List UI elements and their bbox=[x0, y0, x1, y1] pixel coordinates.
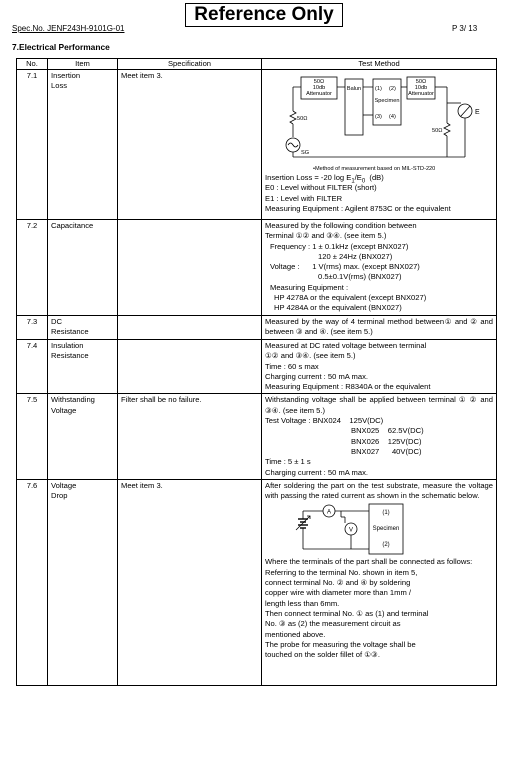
method-line: copper wire with diameter more than 1mm / bbox=[265, 588, 412, 598]
signal-generator-label: SG bbox=[301, 150, 310, 156]
method-line: E1 : Level with FILTER bbox=[265, 193, 343, 203]
table-header-row bbox=[17, 59, 497, 70]
row-spec bbox=[118, 316, 262, 340]
method-line: Measured by the way of 4 terminal method between① and ② and between ③ and ④. (see item 5.) bbox=[265, 317, 493, 337]
terminal-3-label: (3) bbox=[375, 114, 382, 120]
row-item: Voltage Drop bbox=[48, 479, 118, 685]
method-line: Frequency : 1 ± 0.1kHz (except BNX027) bbox=[270, 241, 409, 251]
terminal-2-label: (2) bbox=[389, 86, 396, 92]
resistor-right-label: 50Ω bbox=[432, 128, 443, 134]
method-line: Referring to the terminal No. shown in item 5, bbox=[265, 567, 418, 577]
method-line: Then connect terminal No. ① as (1) and terminal bbox=[265, 608, 429, 618]
reference-only-title: Reference Only bbox=[185, 3, 343, 27]
row-method bbox=[262, 316, 497, 340]
specimen-label: Specimen bbox=[372, 526, 400, 533]
method-line: Withstanding voltage shall be applied between terminal ① ② and ③④. (see item 5.) bbox=[265, 395, 493, 415]
method-line: 120 ± 24Hz (BNX027) bbox=[318, 251, 393, 261]
method-line: E0 : Level without FILTER (short) bbox=[265, 183, 377, 193]
method-line: BNX026 125V(DC) bbox=[351, 436, 422, 446]
terminal-1-label: (1) bbox=[375, 86, 382, 92]
method-line: BNX027 40V(DC) bbox=[351, 446, 422, 456]
method-line: Charging current : 50 mA max. bbox=[265, 371, 368, 381]
col-header-item: Item bbox=[48, 59, 118, 70]
row-method bbox=[262, 394, 497, 479]
voltage-drop-circuit-diagram bbox=[265, 501, 490, 557]
row-number: 7.5 bbox=[17, 394, 48, 479]
table-row bbox=[17, 394, 497, 479]
col-header-test-method: Test Method bbox=[262, 59, 497, 70]
table-row bbox=[17, 340, 497, 394]
method-line: Time : 60 s max bbox=[265, 361, 319, 371]
terminal-1-label: (1) bbox=[382, 510, 390, 517]
row-number: 7.1 bbox=[17, 70, 48, 220]
table-row bbox=[17, 220, 497, 316]
spec-number: Spec.No. JENF243H-9101G-01 bbox=[12, 24, 125, 33]
row-method bbox=[262, 340, 497, 394]
row-spec: Filter shall be no failure. bbox=[118, 394, 262, 479]
method-line: No. ③ as (2) the measurement circuit as bbox=[265, 619, 401, 629]
method-line: Measured by the following condition between bbox=[265, 221, 417, 230]
method-line: Test Voltage : BNX024 125V(DC) bbox=[265, 416, 384, 426]
row-item: Insulation Resistance bbox=[48, 340, 118, 394]
att-right-db-label: 10db bbox=[414, 85, 428, 91]
method-line: BNX025 62.5V(DC) bbox=[351, 426, 424, 436]
method-line: Measuring Equipment : Agilent 8753C or the equivalent bbox=[265, 203, 451, 213]
method-line: connect terminal No. ② and ④ by soldering bbox=[265, 578, 411, 588]
row-item: Withstanding Voltage bbox=[48, 394, 118, 479]
method-line: HP 4278A or the equivalent (except BNX027) bbox=[274, 293, 427, 303]
att-right-ohm-label: 50Ω bbox=[415, 79, 427, 85]
electrical-performance-table bbox=[16, 58, 497, 686]
method-line: Measuring Equipment : R8340A or the equivalent bbox=[265, 382, 431, 392]
method-line: 0.5±0.1V(rms) (BNX027) bbox=[318, 272, 402, 282]
meter-e-label: E bbox=[475, 109, 480, 116]
method-line: After soldering the part on the test substrate, measure the voltage with passing the rated current as shown in the schematic below. bbox=[265, 480, 493, 501]
method-line: Voltage : 1 V(rms) max. (except BNX027) bbox=[270, 262, 420, 272]
row-method bbox=[262, 220, 497, 316]
voltmeter-label: V bbox=[348, 527, 354, 534]
method-line: length less than 6mm. bbox=[265, 598, 340, 608]
method-line: ①② and ③④. (see item 5.) bbox=[265, 351, 356, 361]
insertion-loss-circuit-diagram bbox=[265, 71, 490, 173]
row-spec: Meet item 3. bbox=[118, 70, 262, 220]
col-header-no: No. bbox=[17, 59, 48, 70]
method-line: Measured at DC rated voltage between terminal bbox=[265, 341, 427, 350]
method-line: Time : 5 ± 1 s bbox=[265, 457, 311, 467]
specimen-label: Specimen bbox=[374, 98, 400, 104]
row-item: DC Resistance bbox=[48, 316, 118, 340]
terminal-2-label: (2) bbox=[382, 542, 390, 549]
row-method bbox=[262, 70, 497, 220]
row-spec bbox=[118, 340, 262, 394]
section-title: 7.Electrical Performance bbox=[12, 42, 110, 52]
row-number: 7.6 bbox=[17, 479, 48, 685]
row-number: 7.3 bbox=[17, 316, 48, 340]
row-item: Capacitance bbox=[48, 220, 118, 316]
table-row bbox=[17, 70, 497, 220]
method-line: HP 4284A or the equivalent (BNX027) bbox=[274, 303, 402, 313]
row-method bbox=[262, 479, 497, 685]
att-right-label: Attenuator bbox=[408, 91, 434, 97]
method-line: Terminal ①② and ③④. (see item 5.) bbox=[265, 231, 387, 241]
row-number: 7.2 bbox=[17, 220, 48, 316]
row-item: Insertion Loss bbox=[48, 70, 118, 220]
method-line: touched on the solder fillet of ①③. bbox=[265, 650, 380, 660]
method-line: Where the terminals of the part shall be connected as follows: bbox=[265, 557, 473, 567]
method-line: The probe for measuring the voltage shall be bbox=[265, 639, 416, 649]
method-line: Charging current : 50 mA max. bbox=[265, 467, 368, 477]
method-line: mentioned above. bbox=[265, 629, 326, 639]
att-left-ohm-label: 50Ω bbox=[313, 79, 325, 85]
insertion-loss-formula: Insertion Loss = -20 $\log E_1/E_0$ (dB) bbox=[265, 173, 384, 185]
balun-label: Balun bbox=[346, 86, 362, 92]
terminal-4-label: (4) bbox=[389, 114, 396, 120]
method-line: Measuring Equipment : bbox=[270, 282, 349, 292]
row-number: 7.4 bbox=[17, 340, 48, 394]
table-row bbox=[17, 316, 497, 340]
row-spec: Meet item 3. bbox=[118, 479, 262, 685]
row-spec bbox=[118, 220, 262, 316]
col-header-specification: Specification bbox=[118, 59, 262, 70]
att-left-db-label: 10db bbox=[312, 85, 326, 91]
ammeter-label: A bbox=[326, 509, 332, 516]
table-row bbox=[17, 479, 497, 685]
resistor-left-label: 50Ω bbox=[297, 116, 308, 122]
att-left-label: Attenuator bbox=[306, 91, 332, 97]
page-number: P 3/ 13 bbox=[452, 24, 478, 33]
diagram-caption: •Method of measurement based on MIL-STD-220 bbox=[313, 166, 436, 172]
